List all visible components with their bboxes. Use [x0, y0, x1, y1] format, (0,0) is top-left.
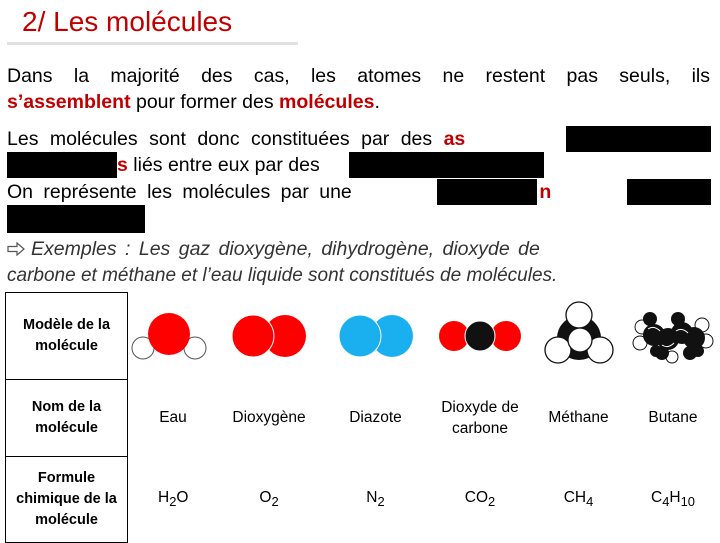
paragraph-line-5: On représente les molécules par une n	[7, 181, 552, 203]
molecules-table	[5, 292, 718, 543]
carbon-dioxide-model-cell	[432, 293, 529, 380]
water-model-icon	[133, 311, 213, 361]
row-header-formula: Formule chimique de la molécule	[6, 457, 128, 543]
name-cell: Eau	[159, 409, 187, 426]
dinitrogen-model-cell	[320, 293, 432, 380]
dinitrogen-model-icon	[337, 313, 415, 359]
redaction-block	[627, 179, 711, 205]
example-line-1: Exemples : Les gaz dioxygène, dihydrogène, dioxyde de	[7, 236, 710, 262]
formula-cell: $N_2$	[366, 489, 385, 510]
butane-model-cell	[629, 293, 718, 380]
redaction-block	[7, 152, 117, 178]
name-cell: Méthane	[548, 409, 609, 426]
name-cell: Dioxyde de carbone	[441, 399, 519, 437]
formula-cell: $H_2O$	[158, 489, 189, 510]
name-cell: Butane	[648, 409, 698, 426]
paragraph-line-1: Dans la majorité des cas, les atomes ne restent pas seuls, ils	[7, 65, 710, 87]
paragraph-line-2: s’assemblent pour former des molécules.	[7, 91, 380, 113]
redaction-block	[566, 126, 711, 152]
row-header-model: Modèle de la molécule	[6, 293, 128, 380]
formula-cell: $CO_2$	[464, 489, 496, 510]
keyword-molecules: molécules	[279, 91, 375, 113]
name-cell: Dioxygène	[232, 409, 306, 426]
formula-cell: $C_4H_{10}$	[651, 489, 695, 510]
page-title: 2/ Les molécules	[22, 6, 233, 37]
table-row-formulas	[6, 457, 718, 543]
redaction-block	[437, 179, 537, 205]
redaction-block	[349, 152, 544, 178]
keyword-assemble: s’assemblent	[7, 91, 131, 113]
dioxygen-model-cell	[219, 293, 320, 380]
example-line-2: carbone et méthane et l’eau liquide sont constitués de molécules.	[7, 265, 558, 286]
carbon-dioxide-model-icon	[438, 316, 522, 356]
row-header-name: Nom de la molécule	[6, 380, 128, 457]
redaction-block	[7, 205, 145, 233]
name-cell: Diazote	[349, 409, 402, 426]
water-model-cell	[128, 293, 219, 380]
methane-model-icon	[544, 302, 614, 370]
methane-model-cell	[529, 293, 629, 380]
table-row-models	[6, 293, 718, 380]
dioxygen-model-icon	[230, 313, 308, 359]
paragraph-line-4: s liés entre eux par des	[117, 154, 320, 176]
table-row-names	[6, 380, 718, 457]
butane-model-icon	[632, 309, 714, 363]
formula-cell: $CH_4$	[563, 489, 594, 510]
formula-cell: $O_2$	[259, 489, 279, 510]
arrow-right-icon	[7, 242, 25, 256]
paragraph-line-3: Les molécules sont donc constituées par des as	[7, 128, 466, 150]
